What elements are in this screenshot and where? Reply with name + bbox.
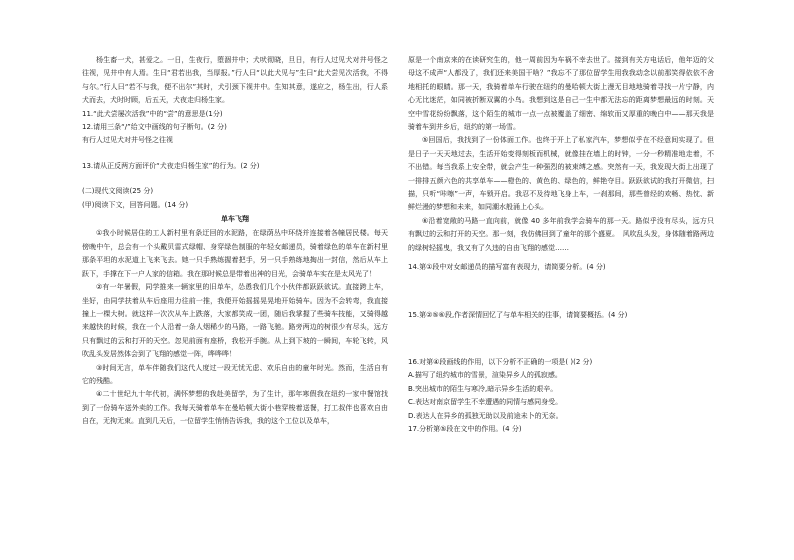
- section-a-instructions: (甲)阅读下文，回答问题。(14 分): [82, 200, 189, 209]
- question-15: 15.第②⑤⑥段,作者深情回忆了与单车相关的往事，请简要概括。(4 分): [408, 310, 628, 319]
- paragraph-5: ⑤回国后，我找到了一份体面工作。也终于开上了私家汽车，梦想似乎在不经意间实现了。但是日子一天天地过去，生活开始变得刻板而机械，就像挂在墙上的时钟，一分一秒精准地走着，不不出错。每当我系上安全带，就会产生一种强烈的被束缚之感。突然有一天，我发现大街上出现了一排排五颜六色的共享单车——橙色的、黄色的、绿色的，鲜艳夺目。跃跃欲试的我打开微信，扫描，只听“咔嚓”一声，车锁开启。我忍不及待地飞身上车，一刹那间，那些曾经的欢畅、热忱、新鲜烂漫的梦想和未来，如同潮水般涌上心头。: [408, 136, 714, 212]
- question-11: 11.“此犬尝屡次活我”中的“尝”的意思是(1分): [82, 109, 223, 118]
- question-12-sentence: 有行人过见犬对井号怪之往视: [82, 136, 173, 145]
- question-16-option-a: A.描写了纽约城市的雪景，渲染异乡人的孤寂感。: [408, 371, 562, 380]
- paragraph-4: ④二十世纪九十年代初，满怀梦想的我赴美留学，为了生计，那年寒假我在纽约一家中餐馆找到了一份骑车送外卖的工作。我每天骑着单车在曼哈顿大街小巷穿梭着送餐，打工叔伴也喜欢自由自在，无拘无束。直到几天后，一位留学生悄悄告诉我，我的这个工位以及单车，: [82, 390, 388, 426]
- question-14: 14.第①段中对女邮递员的描写富有表现力，请简要分析。(4 分): [408, 263, 606, 272]
- question-16-option-c: C.表达对南京留学生不幸遭遇的同情与感同身受。: [408, 398, 563, 407]
- section-modern-reading: (二)现代文阅读(25 分): [82, 187, 154, 196]
- article-title: 单车飞翔: [221, 215, 249, 224]
- question-16: 16.对第④段画线的作用，以下分析不正确的一项是( )(2 分): [408, 357, 593, 366]
- paragraph-1: ①我小时候居住的工人新村里有条迂回的水泥路，在绿荫丛中环绕并连接着各幢居民楼。每天傍晚中午，总会有一个头戴贝雷式绿帽、身穿绿色制服的年轻女邮递员，骑着绿色的单车在新村里那条平坦的水泥道上飞来飞去。她一只手熟练握着把手，另一只手熟练地掏出一封信，然后从车上跃下，手撑在下一户人家的信箱。我在那时候总是带着出神的目光，会骑单车实在是太风光了！: [82, 229, 388, 278]
- question-17: 17.分析第⑤段在文中的作用。(4 分): [408, 424, 522, 433]
- left-column: [82, 54, 388, 429]
- paragraph-4-continued: 原是一个南京来的在读研究生的，他一周前因为车祸不幸去世了。接到有关方电话后，他年迈的父母这不成声“人都没了，我们还来美国干啥？”我忘不了那位留学生用我我动念以前那笑得依依不舍地相托的眼睛。那一天，我骑着单车行驶在纽约的曼哈顿大街上漫无目地地骑着寻找一片宁静，内心无比迷茫，如同被折断双翼的小鸟。我想到这是自己一生中都无法忘的距离梦想最远的时刻。天空中雪花纷纷飘落，这个陌生的城市一点一点被覆盖了细密、绵软而又厚重的晚白中——那天我是骑着车到井乡后，纽约的第一场雪。: [408, 56, 714, 132]
- question-12: 12.请用三条“/”给文中画线的句子断句。(2 分): [82, 123, 227, 132]
- question-16-option-b: B.突出城市的陌生与寒冷,暗示异乡生活的艰辛。: [408, 384, 558, 393]
- paragraph-6: ⑥沿着宽敞的马路一直向前，就像 40 多年前我学会骑车的那一天。路似乎没有尽头，远方只有飘过的云和打开的天空。那一刻，我仿佛回到了童年的那个盛夏。 风吹乱头发，身体随着路两边的绿树轻摇曳，我又有了久违的自由飞翔的感觉……: [408, 216, 714, 252]
- classical-passage: 杨生畜一犬，甚爱之。一日，生夜行，堕涸井中；犬吠彻晓，旦日，有行人过见犬对井号怪之往视，见井中有人焉。生曰“君若出我，当厚报。”行人曰“以此犬见与”生曰“此犬尝见次活我，不得与尔。”行人曰“若不与我，便不出尔”其时，犬引颈下视井中。生知其意，遂应之，杨生出，行人系犬而去，犬时时顾，后五天，犬夜走归杨生家。: [82, 56, 388, 105]
- question-13: 13.请从正反两方面评价“犬夜走归杨生家”的行为。(2 分): [82, 161, 260, 170]
- right-column: [408, 54, 714, 436]
- question-16-option-d: D.表达人在异乡的孤独无助以及前途未卜的无奈。: [408, 411, 563, 420]
- paragraph-2: ②有一年暑假，同学推来一辆家里的旧单车，怂恿我们几个小伙伴都跃跃欲试。直接跨上车，坐好，由同学扶着从车后座用力往前一推，我便开始摇摇晃晃地开始骑车。因为不会转弯，我直接撞上一棵大树。就这样一次次从车上跌落，大家都笑成一团，随后我掌握了些骑车技能，又骑得越来越快的时候，我在一个人沿着一条人烟稀少的马路，一路飞驰。路旁两边的树很少有尽头，远方只有飘过的云和打开的天空。忽见前面有座桥，我松开手腕。从上到下坡的一瞬间，车轮飞转，风吹乱头发居然体会到了飞翔的感觉一阵，哗哗哗！: [82, 283, 388, 359]
- paragraph-3: ③时间无言，单车伴随我们这代人度过一段无忧无虑、欢乐自由的童年时光。然而，生活自有它的残酷。: [82, 363, 388, 385]
